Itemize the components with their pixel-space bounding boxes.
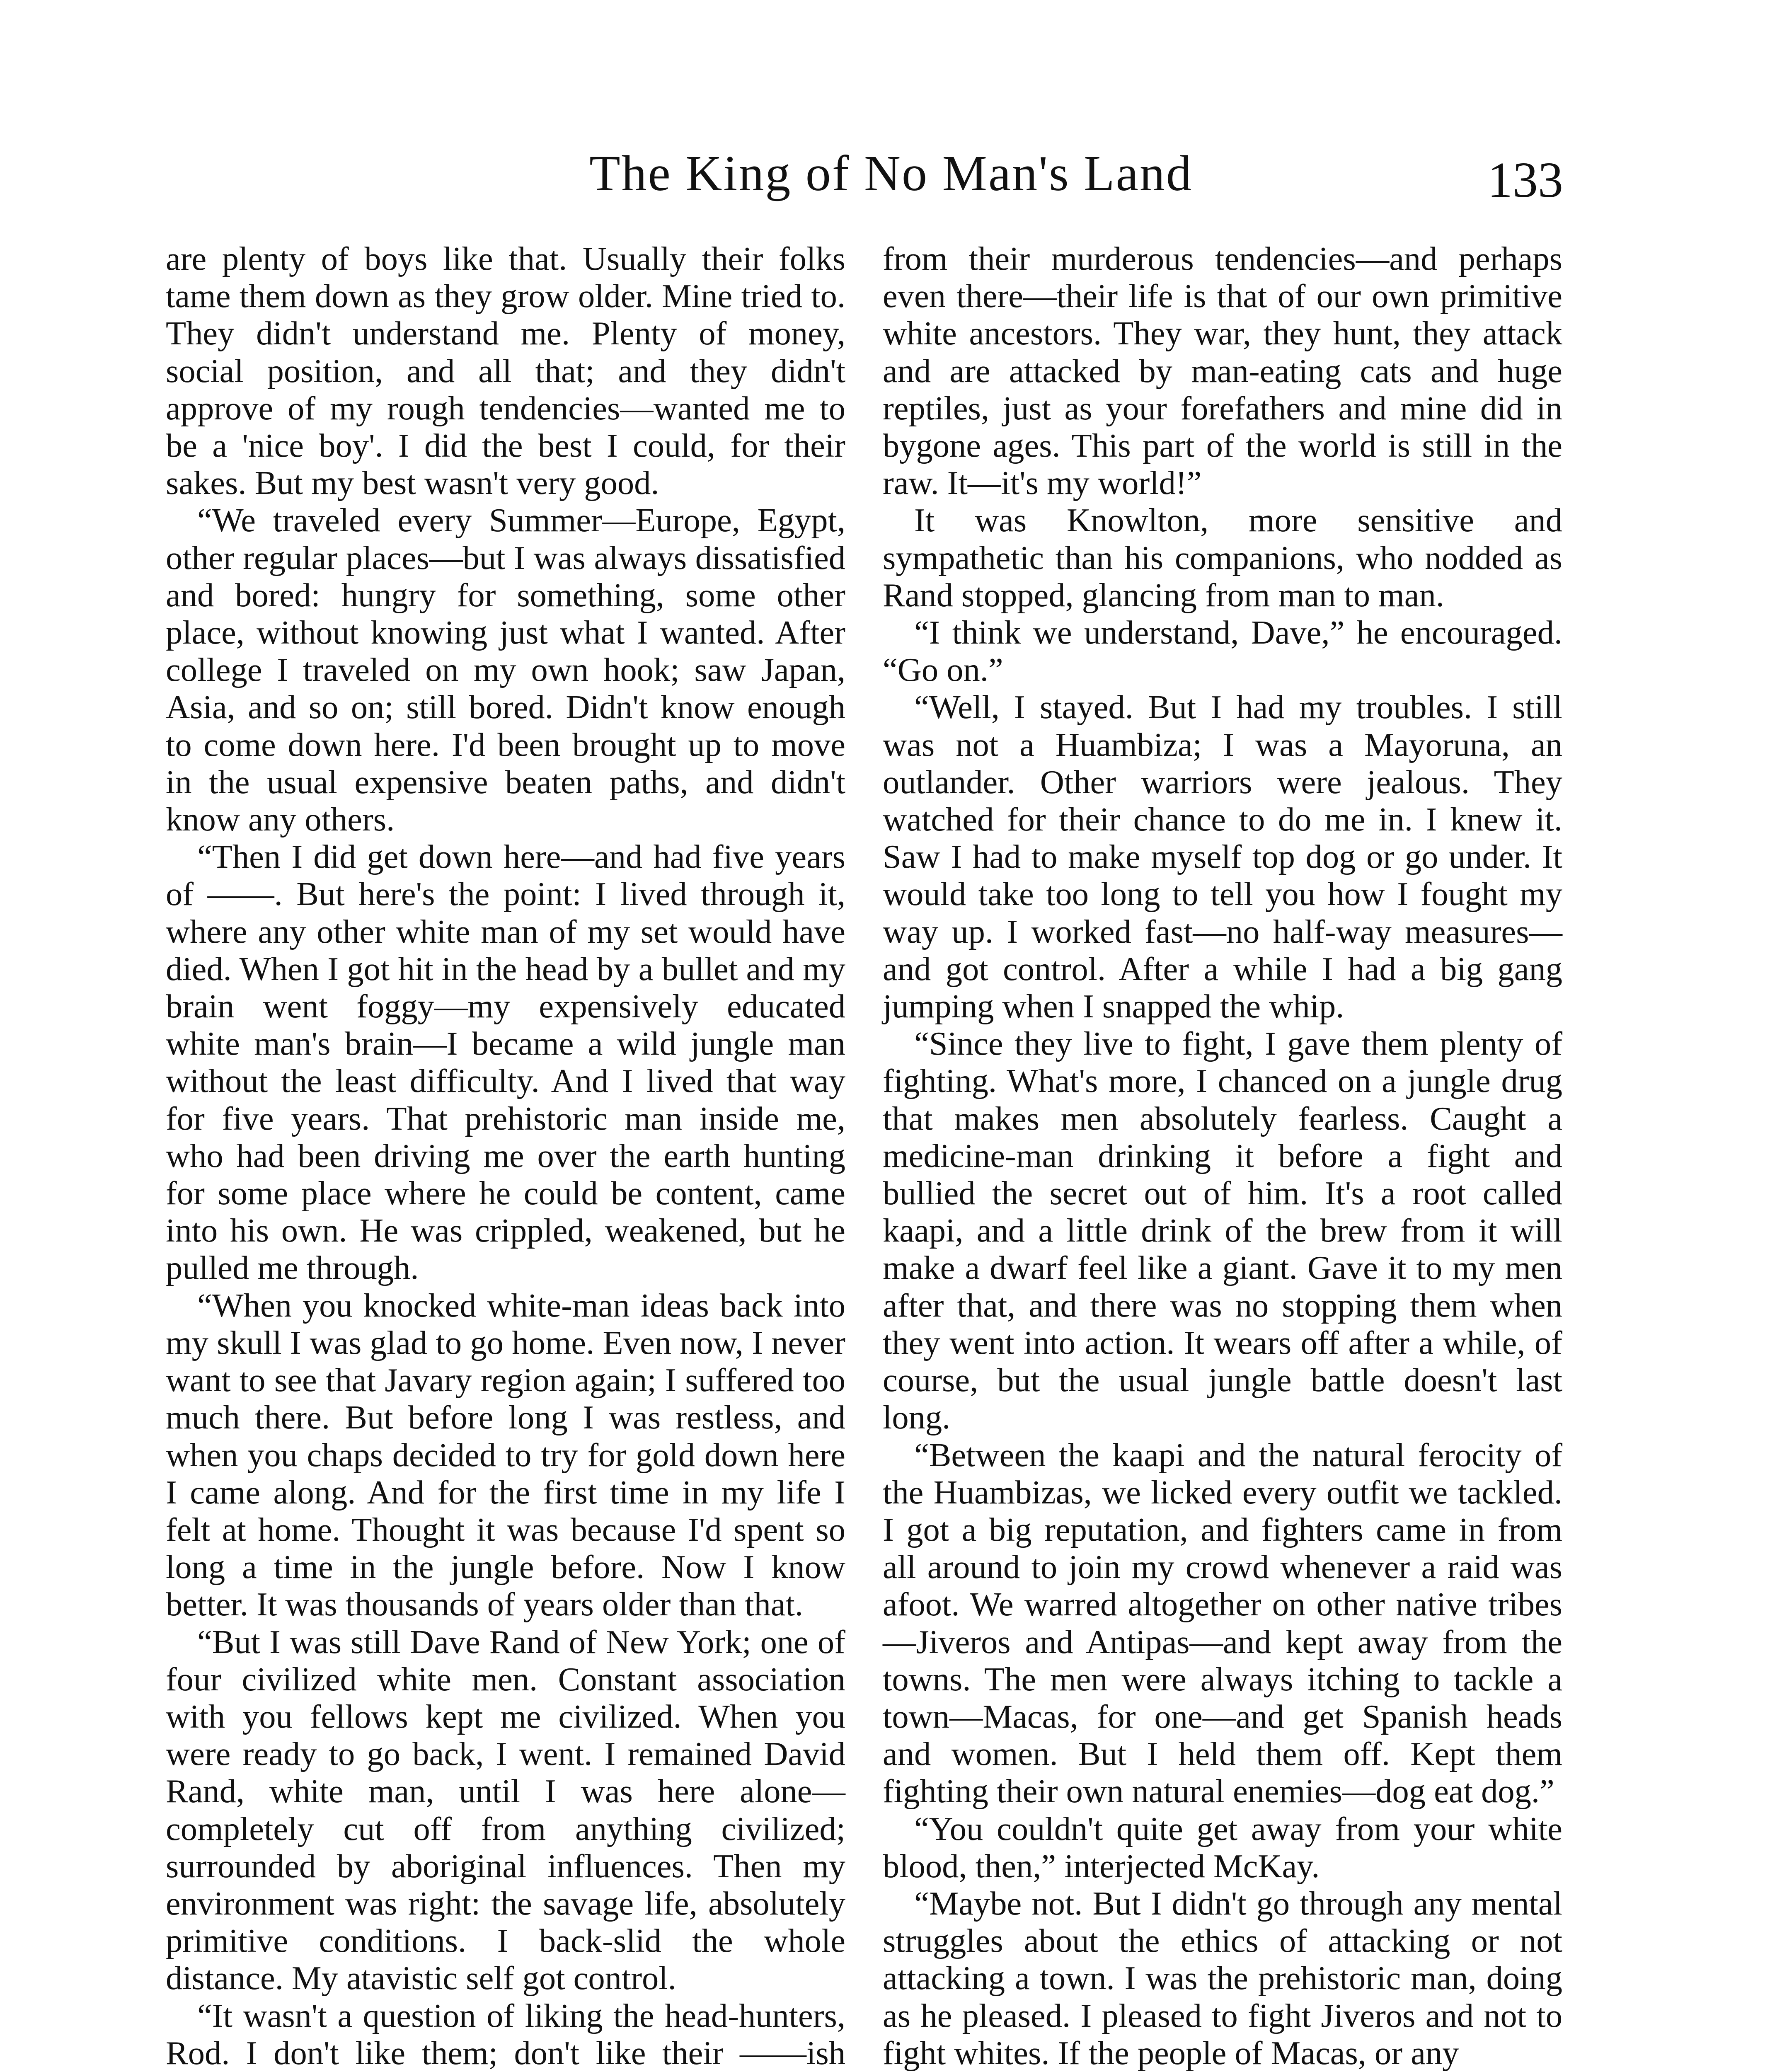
paragraph: “We traveled every Summer—Europe, Egypt, other regular places—but I was always dissatisfied and bored: hungry for something, some other place, without knowing just what I wanted. After college I traveled on my own hook; saw Japan, Asia, and so on; still bored. Didn't know enough to come down here. I'd been brought up to move in the usual expensive beaten paths, and didn't know any others. <box>166 502 845 838</box>
page-number: 133 <box>1487 152 1563 208</box>
paragraph: from their murderous tendencies—and perhaps even there—their life is that of our own primitive white ancestors. They war, they hunt, they attack and are attacked by man-eating cats and huge reptiles, just as your forefathers and mine did in bygone ages. This part of the world is still in the raw. It—it's my world!” <box>883 240 1562 502</box>
paragraph: “Since they live to fight, I gave them plenty of fighting. What's more, I chanced on a jungle drug that makes men absolutely fearless. Caught a medicine-man drinking it before a fight and bullied the secret out of him. It's a root called kaapi, and a little drink of the brew from it will make a dwarf feel like a giant. Gave it to my men after that, and there was no stopping them when they went into action. It wears off after a while, of course, but the usual jungle battle doesn't last long. <box>883 1025 1562 1436</box>
paragraph: “Then I did get down here—and had five years of ——. But here's the point: I lived through it, where any other white man of my set would have died. When I got hit in the head by a bullet and my brain went foggy—my expensively educated white man's brain—I became a wild jungle man without the least difficulty. And I lived that way for five years. That prehistoric man inside me, who had been driving me over the earth hunting for some place where he could be content, came into his own. He was crippled, weakened, but he pulled me through. <box>166 838 845 1287</box>
paragraph: “I think we understand, Dave,” he encouraged. “Go on.” <box>883 614 1562 689</box>
right-column <box>883 240 1562 2072</box>
paragraph: “It wasn't a question of liking the head-hunters, Rod. I don't like them; don't like their ——ish <box>166 1997 845 2072</box>
paragraph: “But I was still Dave Rand of New York; one of four civilized white men. Constant association with you fellows kept me civilized. When you were ready to go back, I went. I remained David Rand, white man, until I was here alone—completely cut off from anything civilized; surrounded by aboriginal influences. Then my environment was right: the savage life, absolutely primitive conditions. I back-slid the whole distance. My atavistic self got control. <box>166 1623 845 1997</box>
paragraph: It was Knowlton, more sensitive and sympathetic than his companions, who nodded as Rand stopped, glancing from man to man. <box>883 502 1562 614</box>
paragraph: are plenty of boys like that. Usually their folks tame them down as they grow older. Mine tried to. They didn't understand me. Plenty of money, social position, and all that; and they didn't approve of my rough tendencies—wanted me to be a 'nice boy'. I did the best I could, for their sakes. But my best wasn't very good. <box>166 240 845 502</box>
paragraph: “Maybe not. But I didn't go through any mental struggles about the ethics of attacking or not attacking a town. I was the prehistoric man, doing as he pleased. I pleased to fight Jiveros and not to fight whites. If the people of Macas, or any <box>883 1885 1562 2072</box>
running-head <box>0 137 1782 220</box>
paragraph: “Between the kaapi and the natural ferocity of the Huambizas, we licked every outfit we tackled. I got a big reputation, and fighters came in from all around to join my crowd whenever a raid was afoot. We warred altogether on other native tribes—Jiveros and Antipas—and kept away from the towns. The men were always itching to tackle a town—Macas, for one—and get Spanish heads and women. But I held them off. Kept them fighting their own natural enemies—dog eat dog.” <box>883 1436 1562 1810</box>
running-title: The King of No Man's Land <box>589 145 1193 201</box>
paragraph: “Well, I stayed. But I had my troubles. I still was not a Huambiza; I was a Mayoruna, an outlander. Other warriors were jealous. They watched for their chance to do me in. I knew it. Saw I had to make myself top dog or go under. It would take too long to tell you how I fought my way up. I worked fast—no half-way measures—and got control. After a while I had a big gang jumping when I snapped the whip. <box>883 689 1562 1025</box>
paragraph: “When you knocked white-man ideas back into my skull I was glad to go home. Even now, I never want to see that Javary region again; I suffered too much there. But before long I was restless, and when you chaps decided to try for gold down here I came along. And for the first time in my life I felt at home. Thought it was because I'd spent so long a time in the jungle before. Now I know better. It was thousands of years older than that. <box>166 1287 845 1623</box>
paragraph: “You couldn't quite get away from your white blood, then,” interjected McKay. <box>883 1810 1562 1885</box>
left-column <box>166 240 845 2072</box>
